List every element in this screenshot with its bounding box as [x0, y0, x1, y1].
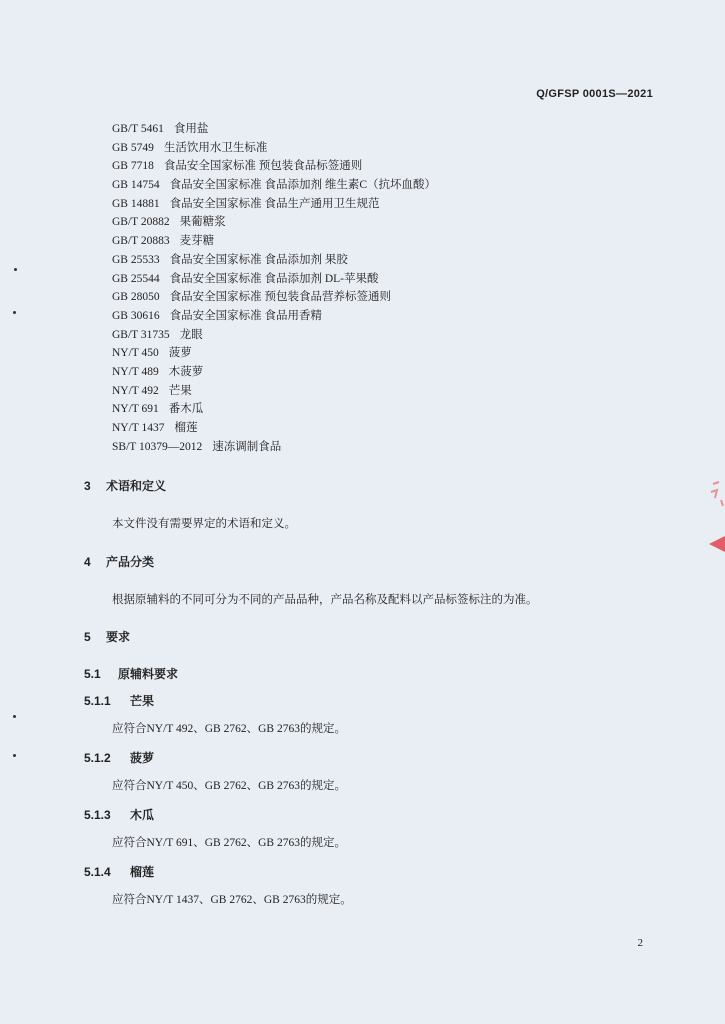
reference-code: GB/T 20883 [112, 235, 170, 248]
section-heading-5-1 [84, 665, 178, 682]
reference-title: 食用盐 [173, 123, 209, 135]
scan-dot [13, 754, 16, 757]
reference-code: GB/T 5461 [112, 123, 164, 135]
section-number: 5.1.3 [84, 808, 111, 822]
reference-code: GB 14754 [112, 179, 160, 192]
section-5-1-4-text: 应符合NY/T 1437、GB 2762、GB 2763的规定。 [112, 894, 352, 906]
standard-code-header: Q/GFSP 0001S—2021 [536, 88, 653, 100]
section-title: 要求 [106, 630, 131, 644]
reference-code: NY/T 492 [112, 384, 159, 397]
reference-item [112, 139, 436, 158]
section-heading-5-1-2 [84, 749, 154, 766]
page-number: 2 [637, 937, 643, 949]
reference-item [112, 438, 436, 457]
reference-item [112, 344, 436, 363]
reference-item [112, 382, 436, 401]
normative-references-list [112, 120, 436, 456]
section-heading-5-1-1 [84, 692, 154, 709]
reference-code: NY/T 1437 [112, 422, 165, 434]
section-number: 5.1 [84, 667, 101, 681]
section-title: 芒果 [130, 694, 155, 708]
section-title: 菠萝 [130, 751, 155, 765]
section-number: 4 [84, 555, 91, 569]
section-heading-4 [84, 553, 154, 570]
reference-title: 龙眼 [179, 328, 203, 341]
reference-title: 榴莲 [174, 422, 198, 434]
section-3-text: 本文件没有需要界定的术语和定义。 [112, 518, 296, 530]
reference-title: 果葡糖浆 [179, 216, 226, 229]
section-title: 原辅料要求 [118, 667, 179, 681]
reference-item [112, 307, 436, 326]
scan-dot [13, 311, 16, 314]
reference-item [112, 363, 436, 382]
reference-code: GB 28050 [112, 291, 160, 304]
scan-dot [14, 268, 17, 271]
reference-code: GB 25544 [112, 272, 160, 285]
reference-title: 速冻调制食品 [212, 440, 282, 453]
reference-code: GB 7718 [112, 160, 154, 173]
reference-title: 食品安全国家标准 食品添加剂 维生素C（抗坏血酸） [169, 179, 437, 192]
section-number: 3 [84, 479, 91, 493]
reference-code: GB 30616 [112, 309, 160, 322]
reference-title: 生活饮用水卫生标准 [163, 141, 268, 154]
reference-code: GB 5749 [112, 141, 154, 154]
reference-code: GB/T 31735 [112, 328, 170, 341]
reference-code: GB 14881 [112, 197, 160, 210]
reference-item [112, 419, 436, 438]
section-heading-5-1-4 [84, 863, 154, 880]
section-number: 5.1.1 [84, 694, 111, 708]
reference-title: 食品安全国家标准 食品添加剂 果胶 [169, 253, 348, 266]
reference-item [112, 195, 436, 214]
reference-item [112, 288, 436, 307]
reference-code: NY/T 489 [112, 365, 159, 378]
section-heading-5 [84, 628, 130, 645]
reference-title: 麦芽糖 [179, 235, 215, 248]
reference-item [112, 213, 436, 232]
reference-code: GB 25533 [112, 253, 160, 266]
section-title: 木瓜 [130, 808, 155, 822]
section-5-1-3-text: 应符合NY/T 691、GB 2762、GB 2763的规定。 [112, 837, 346, 849]
reference-item [112, 232, 436, 251]
reference-title: 食品安全国家标准 食品用香精 [169, 309, 322, 322]
reference-title: 食品安全国家标准 预包装食品营养标签通则 [169, 291, 391, 304]
reference-title: 菠萝 [168, 347, 192, 360]
reference-item [112, 326, 436, 345]
reference-item [112, 176, 436, 195]
reference-code: NY/T 691 [112, 403, 159, 416]
reference-title: 食品安全国家标准 预包装食品标签通则 [163, 160, 363, 173]
reference-item [112, 270, 436, 289]
reference-title: 食品安全国家标准 食品添加剂 DL-苹果酸 [169, 272, 379, 285]
reference-code: GB/T 20882 [112, 216, 170, 229]
section-heading-5-1-3 [84, 806, 154, 823]
section-number: 5.1.4 [84, 865, 111, 879]
section-5-1-2-text: 应符合NY/T 450、GB 2762、GB 2763的规定。 [112, 780, 346, 792]
scan-dot [13, 715, 16, 718]
reference-title: 番木瓜 [168, 403, 204, 416]
reference-item [112, 251, 436, 270]
section-number: 5.1.2 [84, 751, 111, 765]
reference-title: 芒果 [168, 384, 192, 397]
reference-item [112, 400, 436, 419]
section-title: 产品分类 [106, 555, 155, 569]
section-number: 5 [84, 630, 91, 644]
section-heading-3 [84, 477, 166, 494]
reference-title: 木菠萝 [168, 365, 204, 378]
section-title: 榴莲 [130, 865, 155, 879]
reference-item [112, 120, 436, 139]
reference-item [112, 157, 436, 176]
reference-code: NY/T 450 [112, 347, 159, 360]
seal-fragment-icon [703, 478, 725, 568]
section-5-1-1-text: 应符合NY/T 492、GB 2762、GB 2763的规定。 [112, 723, 346, 735]
reference-title: 食品安全国家标准 食品生产通用卫生规范 [169, 197, 380, 210]
section-4-text: 根据原辅料的不同可分为不同的产品品种，产品名称及配料以产品标签标注的为准。 [112, 594, 538, 606]
reference-code: SB/T 10379—2012 [112, 440, 203, 453]
section-title: 术语和定义 [106, 479, 167, 493]
